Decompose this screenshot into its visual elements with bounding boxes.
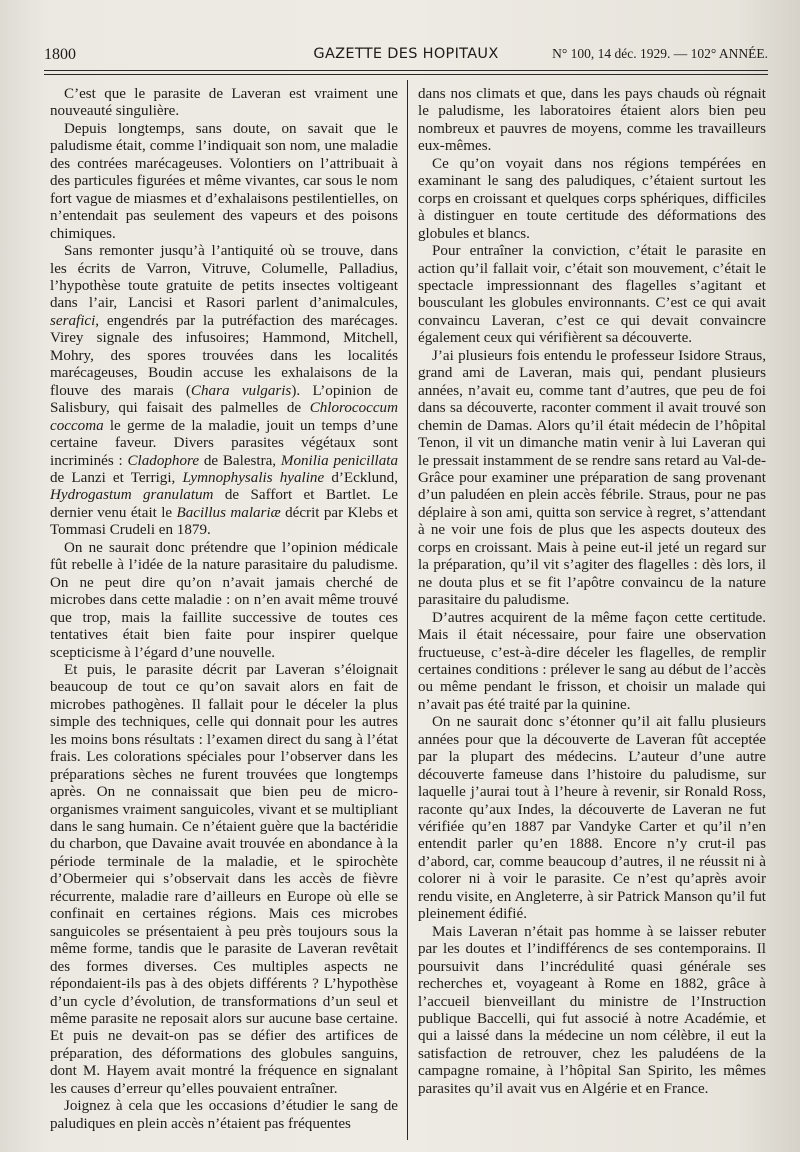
paragraph: On ne saurait donc s’étonner qu’il ait fallu plusieurs années pour que la découverte de Laveran fût acceptée par la plupart des médecins. L’auteur d’une autre découverte fameuse dans l’histoire du paludisme, sur laquelle j’aurai tout à l’heure à revenir, sir Ronald Ross, raconte qu’aux Indes, la découverte de Laveran ne fut vérifiée qu’en 1887 par Vandyke Carter et qu’il n’en entendit parler qu’en 1888. Encore n’y crut-il pas d’abord, car, comme beaucoup d’autres, il ne réussit ni à colorer ni à voir le parasite. Ce n’est qu’après avoir rendu visite, en Angleterre, à sir Patrick Manson qu’il fut pleinement édifié. [418,714,766,923]
scientific-term: Hydrogastum granulatum [50,487,214,504]
left-column [50,86,398,1133]
page-header [44,44,768,70]
paragraph: dans nos climats et que, dans les pays chauds où régnait le paludisme, les laboratoires étaient alors bien peu nombreux et pauvres de moyens, comme les travailleurs eux-mêmes. [418,86,766,155]
page-number: 1800 [44,46,76,63]
journal-title: GAZETTE DES HOPITAUX [313,46,499,62]
paragraph: Et puis, le parasite décrit par Laveran s’éloignait beaucoup de tout ce qu’on savait alors en fait de microbes pathogènes. Il fallait pour le déceler la plus simple des techniques, celle qui donnait pour les autres les moins bons résultats : l’examen direct du sang à l’état frais. Les colorations spéciales pour l’observer dans les préparations sèches ne furent trouvées que longtemps après. On ne connaissait que bien peu de micro-organismes vraiment sanguicoles, vivant et se multipliant dans le sang humain. Ce n’étaient guère que la bactéridie du charbon, que Davaine avait trouvée en abondance à la période terminale de la maladie, et le spirochète d’Obermeier qui s’observait dans les accès de fièvre récurrente, maladie rare d’ailleurs en Europe où elle se confinait en certaines régions. Mais ces microbes sanguicoles se présentaient à peu près toujours sous la même forme, tandis que le parasite de Laveran revêtait des formes diverses. Ces multiples aspects ne répondaient-ils pas à des objets différents ? L’hypothèse d’un cycle d’évolution, de transformations d’un seul et même parasite ne reposait alors sur aucune base certaine. Et puis ne devait-on pas se défier des artifices de préparation, des déformations des globules sanguins, dont M. Hayem avait montré la fréquence en signalant les causes d’erreur qu’elles pouvaient entraîner. [50,661,398,1097]
header-rule-top [44,70,768,71]
scientific-term: Monilia penicillata [280,452,399,469]
paragraph: J’ai plusieurs fois entendu le professeur Isidore Straus, grand ami de Laveran, mais qui, pendant plusieurs années, n’avait eu, comme tant d’autres, que peu de foi dans sa découverte, raconter comment il avait trouvé son chemin de Damas. Alors qu’il était médecin de l’hôpital Tenon, il vit un dimanche matin venir à lui Laveran qui le pressait instamment de se rendre sans retard au Val-de-Grâce pour examiner une préparation de sang provenant d’un paludéen en plein accès fébrile. Straus, pour ne pas déplaire à son ami, quitta son service à regret, s’attendant à ne voir une fois de plus que les aspects douteux des corps en croissant. Mais à peine eut-il jeté un regard sur la préparation, qu’il vit s’agiter des flagelles : dès lors, il ne douta plus et se fit l’apôtre convaincu de la nature parasitaire du paludisme. [418,347,766,609]
scientific-term: serafici [50,312,96,329]
scientific-term: Bacillus malariæ [176,504,281,521]
header-rule-bottom [44,74,768,75]
column-divider [407,80,408,1140]
scientific-term: Lymnophysalis hyaline [182,469,325,486]
paragraph: C’est que le parasite de Laveran est vraiment une nouveauté singulière. [50,86,398,120]
issue-info: N° 100, 14 déc. 1929. — 102° ANNÉE. [552,46,768,61]
scientific-term: Cladophore [127,452,200,469]
paragraph: Joignez à cela que les occasions d’étudier le sang de paludiques en plein accès n’étaient pas fréquentes [50,1098,398,1132]
paragraph: Ce qu’on voyait dans nos régions tempérées en examinant le sang des paludiques, c’étaient surtout les corps en croissant et quelques corps sphériques, difficiles à distinguer en toute certitude des déformations des globules et blancs. [418,155,766,242]
paragraph: Mais Laveran n’était pas homme à se laisser rebuter par les doutes et l’indifférencs de ses contemporains. Il poursuivit dans l’incrédulité quasi générale ses recherches et, voyageant à Rome en 1882, grâce à l’accueil bienveillant du ministre de l’Instruction publique Baccelli, qui fut associé à notre Académie, et qui a laissé dans la médecine un nom célèbre, il eut la satisfaction de retrouver, chez les paludéens de la campagne romaine, à l’hôpital San Spirito, les mêmes parasites qu’il avait vus en Algérie et en France. [418,923,766,1097]
paragraph: Depuis longtemps, sans doute, on savait que le paludisme était, comme l’indiquait son nom, une maladie des contrées marécageuses. Volontiers on l’attribuait à des particules figurées et même vivantes, car sous le nom fort vague de miasmes et d’exhalaisons pestilentielles, on n’entendait pas seulement des vapeurs et des poisons chimiques. [50,120,398,242]
scientific-term: Chara vulgaris [190,382,292,399]
paragraph: Pour entraîner la conviction, c’était le parasite en action qu’il fallait voir, c’était son mouvement, c’était le spectacle impressionnant des flagelles s’agitant et bousculant les globules environnants. C’est ce qui avait convaincu Laveran, c’est ce qui devait convaincre également ceux qui vérifièrent sa découverte. [418,243,766,347]
paragraph: On ne saurait donc prétendre que l’opinion médicale fût rebelle à l’idée de la nature parasitaire du paludisme. On ne peut dire qu’on n’avait jamais cherché de microbes dans cette maladie : on n’en avait même trouvé que trop, mais la faillite successive de toutes ces tentatives était bien faite pour inspirer quelque scepticisme à l’égard d’une nouvelle. [50,539,398,661]
right-column [418,86,766,1098]
paragraph: D’autres acquirent de la même façon cette certitude. Mais il était nécessaire, pour faire une observation fructueuse, c’est-à-dire déceler les flagelles, de remplir certaines conditions : prélever le sang au début de l’accès ou même pendant le frisson, et choisir un malade qui n’avait pas été traité par la quinine. [418,609,766,713]
scientific-term: Chlorococcum coccoma [50,400,398,434]
paragraph: Sans remonter jusqu’à l’antiquité où se trouve, dans les écrits de Varron, Vitruve, Columelle, Palladius, l’hypothèse toute gratuite de petits insectes voltigeant dans l’air, Lancisi et Rasori parlent d’animalcules, serafici, engendrés par la putréfaction des marécages. Virey signale des infusoires; Hammond, Mitchell, Mohry, des spores trouvées dans les localités marécageuses, Boudin accuse les exhalaisons de la flouve des marais (Chara vulgaris). L’opinion de Salisbury, qui faisait des palmelles de Chlorococcum coccoma le germe de la maladie, jouit un temps d’une certaine faveur. Divers parasites végétaux sont incriminés : Cladophore de Balestra, Monilia penicillata de Lanzi et Terrigi, Lymnophysalis hyaline d’Ecklund, Hydrogastum granulatum de Saffort et Bartlet. Le dernier venu était le Bacillus malariæ décrit par Klebs et Tommasi Crudeli en 1879. [50,243,399,539]
